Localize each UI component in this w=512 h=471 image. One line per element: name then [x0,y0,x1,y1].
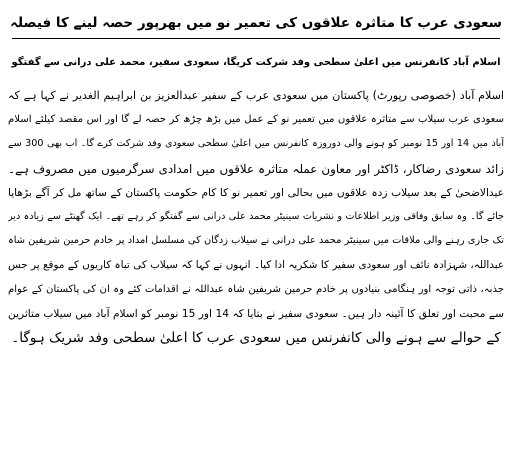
body-line: اسلام آباد (خصوصی رپورٹ) پاکستان میں سعودی عرب کے سفیر عبدالعزیز بن ابراہیم الغدیر نے کہا ہے کہ [8,89,504,102]
article-subheadline: اسلام آباد کانفرنس میں اعلیٰ سطحی وفد شرکت کریگا، سعودی سفیر، محمد علی درانی سے گفتگو [11,57,501,68]
article-headline: سعودی عرب کا متاثرہ علاقوں کی تعمیر نو میں بھرپور حصہ لینے کا فیصلہ [10,15,502,31]
body-line: عبداللہ، شہزادہ نائف اور سعودی سفیر کا شکریہ ادا کیا۔ انہوں نے کہا کہ سیلاب کی تباہ کاریوں کے موقع پر جس [8,259,504,272]
body-line: عیدالاضحیٰ کے بعد سیلاب زدہ علاقوں میں بحالی اور تعمیر نو کا کام حکومت پاکستان کے ساتھ مل کر آگے بڑھایا [8,186,504,199]
body-line: آباد میں 14 اور 15 نومبر کو ہونے والی دوروزہ کانفرنس میں اعلیٰ سطحی سعودی وفد شرکت کرے گا۔ اب بھی 300 سے [8,138,504,150]
body-line: جائے گا۔ وہ سابق وفاقی وزیر اطلاعات و نشریات سینیٹر محمد علی درانی سے گفتگو کر رہے تھے۔ ایک گھنٹے سے زیادہ دیر [8,210,504,222]
body-line: تک جاری رہنے والی ملاقات میں سینیٹر محمد علی درانی نے سیلاب زدگان کی مسلسل امداد پر خادم حرمین شریفین شاہ [8,235,504,247]
article-body [8,84,504,350]
headline-divider [12,38,500,39]
body-line: کے حوالے سے ہونے والی کانفرنس میں سعودی عرب کا اعلیٰ سطحی وفد شریک ہوگا۔ [11,329,501,346]
body-line: زائد سعودی رضاکار، ڈاکٹر اور معاون عملہ متاثرہ علاقوں میں امدادی سرگرمیوں میں مصروف ہے۔ [8,161,504,176]
body-line: جذبہ، ذاتی توجہ اور ہنگامی بنیادوں پر خادم حرمین شریفین شاہ عبداللہ نے اقدامات کئے وہ ان کی پاکستان کے عوام [8,283,504,295]
body-line: سعودی عرب سیلاب سے متاثرہ علاقوں میں تعمیر نو کے عمل میں بڑھ چڑھ کر حصہ لے گا اور اس مقصد کیلئے اسلام [8,114,504,126]
body-line: سے محبت اور تعلق کا آئینہ دار ہیں۔ سعودی سفیر نے بتایا کہ 14 اور 15 نومبر کو اسلام آباد میں سیلاب متاثرین [8,307,504,320]
